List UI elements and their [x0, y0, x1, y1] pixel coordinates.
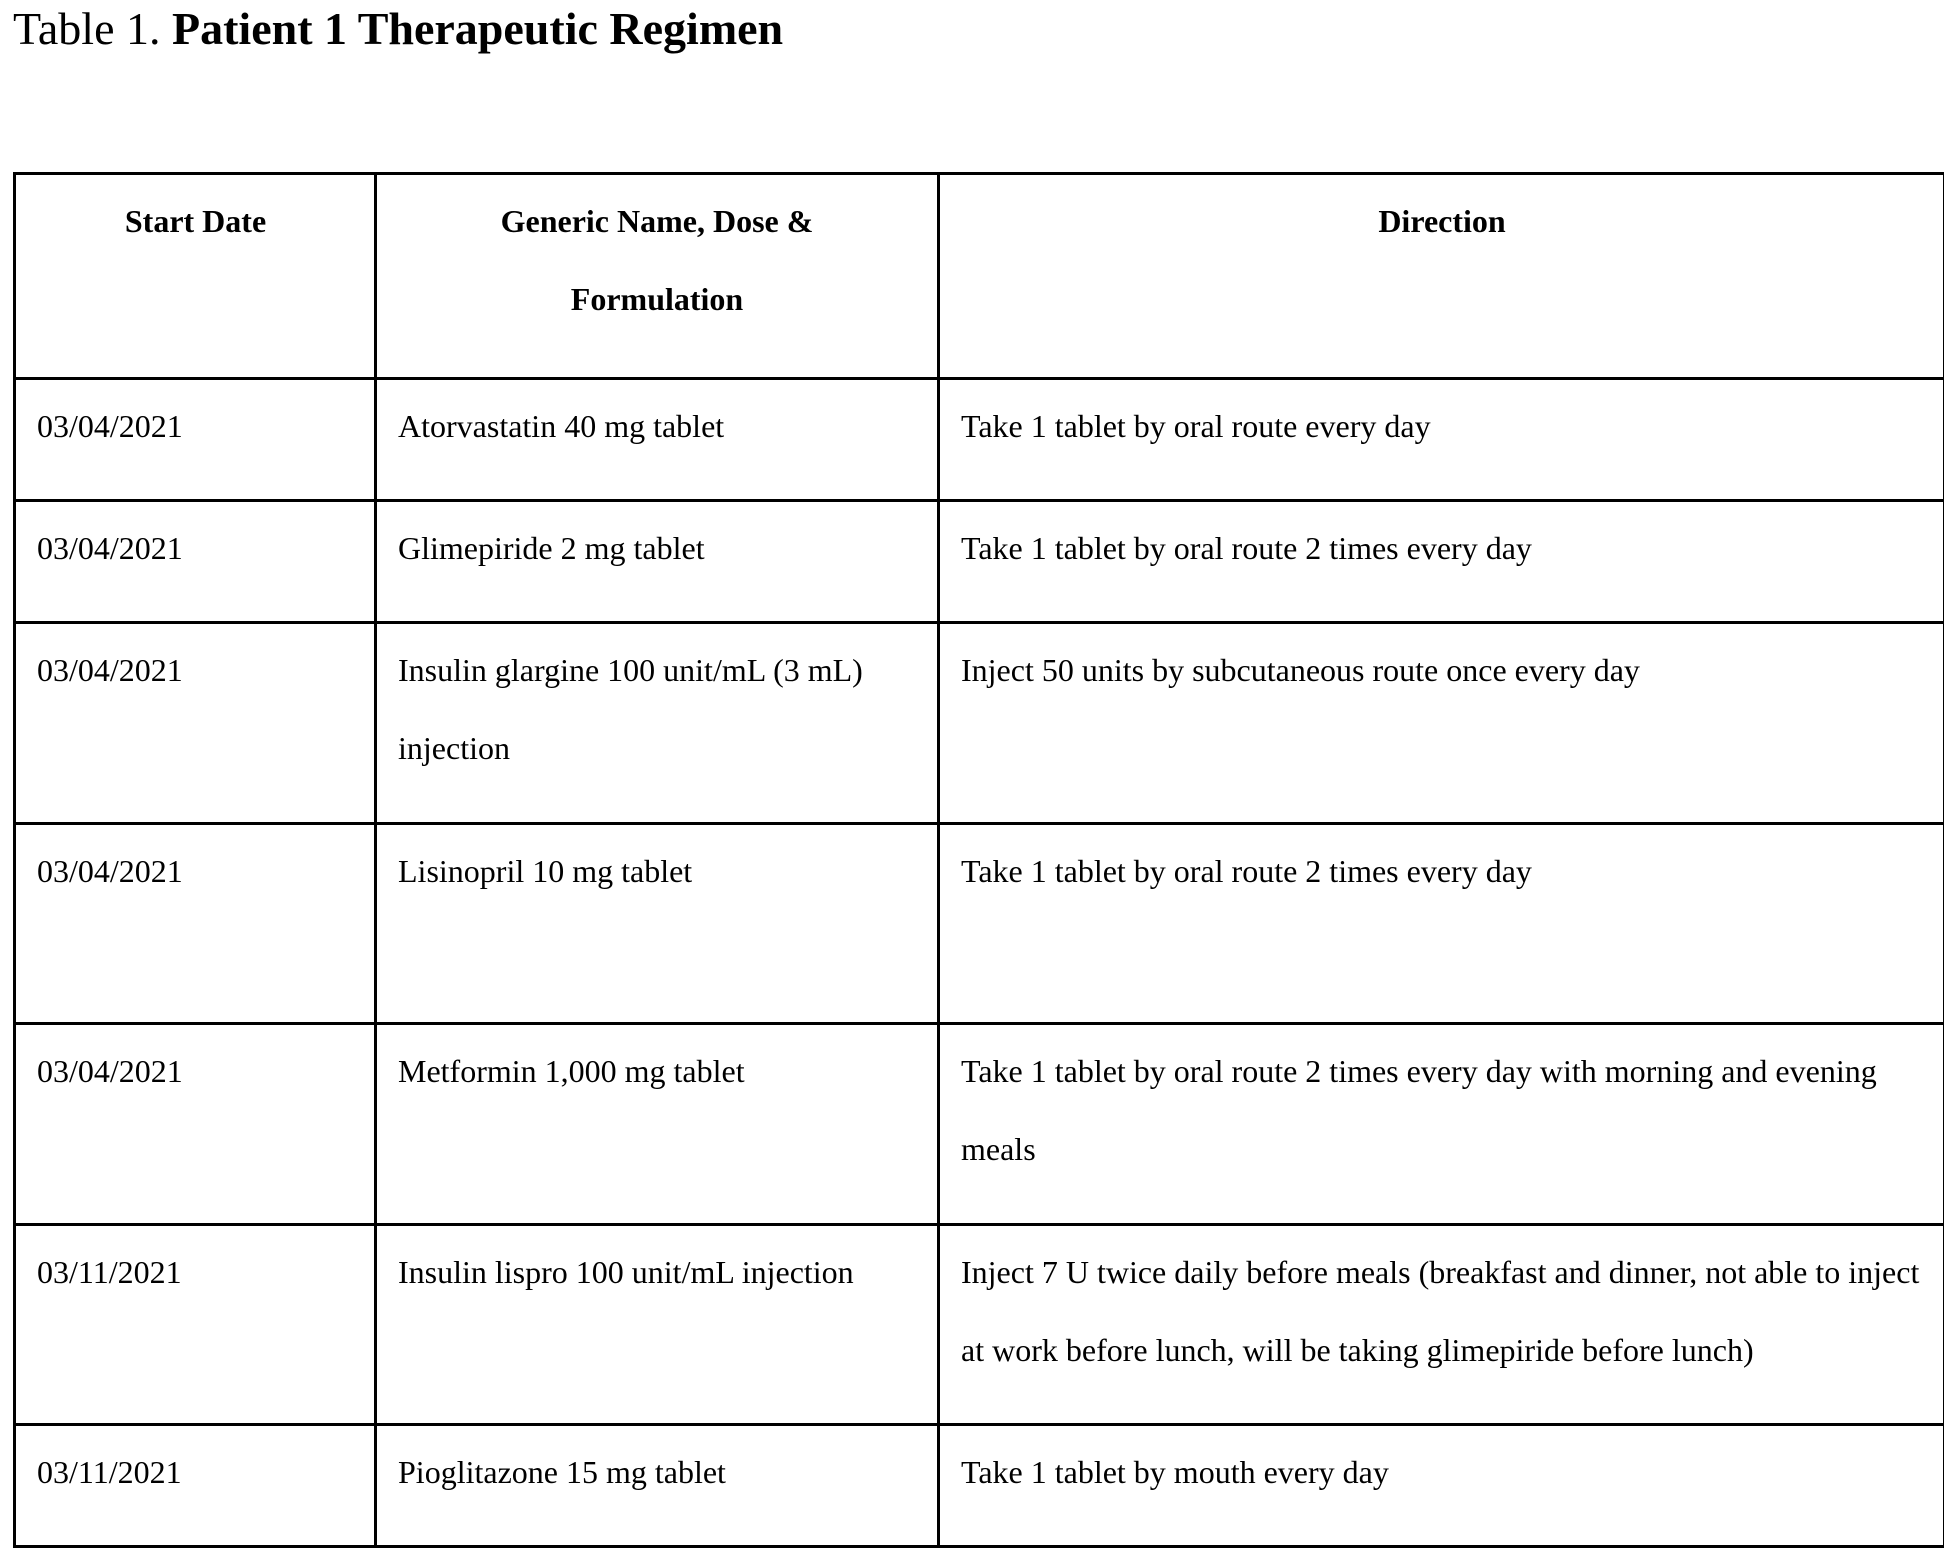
cell-start-date: 03/11/2021 [15, 1225, 376, 1425]
cell-generic-name: Insulin lispro 100 unit/mL injection [376, 1225, 939, 1425]
table-header-row [15, 174, 1944, 379]
cell-direction: Inject 50 units by subcutaneous route once every day [939, 623, 1944, 824]
table-row [15, 623, 1944, 824]
cell-generic-name: Insulin glargine 100 unit/mL (3 mL) injection [376, 623, 939, 824]
cell-start-date: 03/04/2021 [15, 623, 376, 824]
cell-generic-name: Glimepiride 2 mg tablet [376, 501, 939, 623]
header-direction: Direction [939, 174, 1944, 379]
caption-title: Patient 1 Therapeutic Regimen [172, 3, 784, 54]
regimen-table [13, 172, 1944, 1548]
table-row [15, 1425, 1944, 1547]
cell-generic-name: Metformin 1,000 mg tablet [376, 1024, 939, 1225]
cell-direction: Take 1 tablet by mouth every day [939, 1425, 1944, 1547]
table-row [15, 1225, 1944, 1425]
cell-start-date: 03/04/2021 [15, 1024, 376, 1225]
cell-start-date: 03/11/2021 [15, 1425, 376, 1547]
header-generic-name: Generic Name, Dose & Formulation [376, 174, 939, 379]
cell-direction: Take 1 tablet by oral route 2 times every day with morning and evening meals [939, 1024, 1944, 1225]
table-row [15, 379, 1944, 501]
table-row [15, 824, 1944, 1024]
cell-start-date: 03/04/2021 [15, 379, 376, 501]
table-row [15, 1024, 1944, 1225]
table-row [15, 501, 1944, 623]
cell-start-date: 03/04/2021 [15, 824, 376, 1024]
caption-prefix: Table 1. [13, 3, 161, 54]
cell-direction: Take 1 tablet by oral route 2 times every day [939, 824, 1944, 1024]
cell-start-date: 03/04/2021 [15, 501, 376, 623]
cell-generic-name: Atorvastatin 40 mg tablet [376, 379, 939, 501]
cell-generic-name: Pioglitazone 15 mg tablet [376, 1425, 939, 1547]
cell-generic-name: Lisinopril 10 mg tablet [376, 824, 939, 1024]
cell-direction: Take 1 tablet by oral route 2 times every day [939, 501, 1944, 623]
cell-direction: Take 1 tablet by oral route every day [939, 379, 1944, 501]
table-caption [13, 0, 783, 58]
header-start-date: Start Date [15, 174, 376, 379]
cell-direction: Inject 7 U twice daily before meals (breakfast and dinner, not able to inject at work before lunch, will be taking glimepiride before lunch) [939, 1225, 1944, 1425]
